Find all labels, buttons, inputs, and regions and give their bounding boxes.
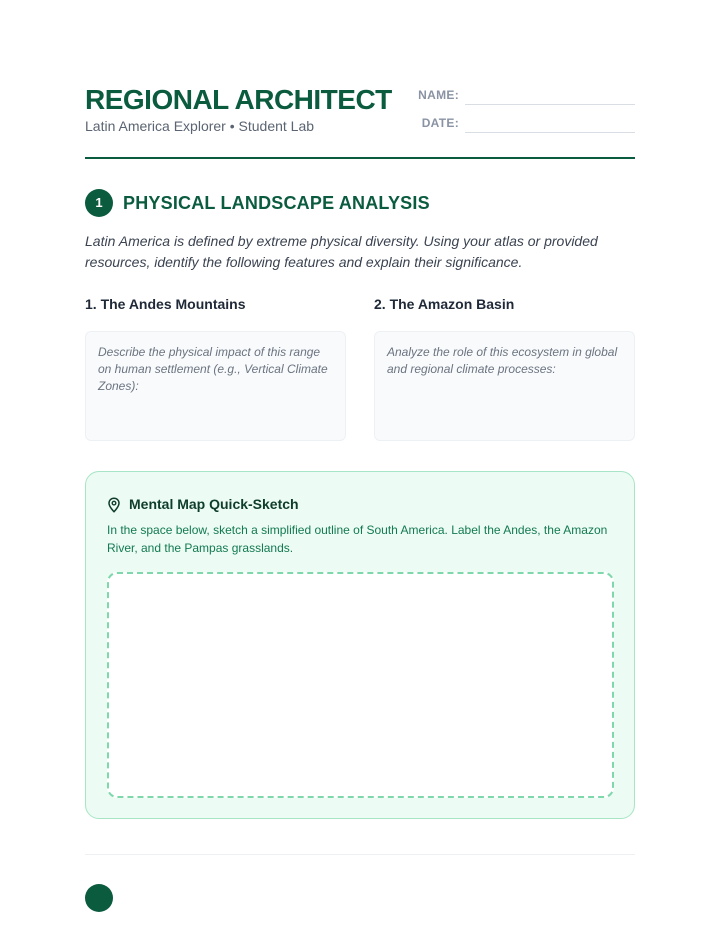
andes-title: 1. The Andes Mountains [85,296,246,312]
date-field [415,114,635,136]
section-intro: Latin America is defined by extreme physical diversity. Using your atlas or provided resources, identify the following features and explain their significance. [85,233,598,270]
date-label: DATE: [421,116,459,130]
section-title: PHYSICAL LANDSCAPE ANALYSIS [123,193,430,213]
worksheet-title: REGIONAL ARCHITECT [85,84,392,115]
section-number-badge: 1 [85,189,113,217]
name-input-line[interactable] [465,104,635,105]
sketch-area[interactable] [107,572,614,798]
map-pin-icon [107,497,121,513]
name-field [415,86,635,108]
section-heading [85,189,635,217]
amazon-column [374,296,635,441]
andes-column [85,296,346,441]
mental-map-title: Mental Map Quick-Sketch [129,496,299,512]
amazon-prompt: Analyze the role of this ecosystem in global and regional climate processes: [387,345,618,376]
mental-map-instructions: In the space below, sketch a simplified outline of South America. Label the Andes, the Amazon River, and the Pampas grasslands. [107,523,608,555]
andes-prompt: Describe the physical impact of this range on human settlement (e.g., Vertical Climate Zones): [98,345,328,393]
amazon-answer-box[interactable] [374,331,635,441]
mental-map-card [85,471,635,819]
name-label: NAME: [418,88,459,102]
mental-map-heading [107,495,507,515]
worksheet-header [85,84,635,160]
andes-answer-box[interactable] [85,331,346,441]
worksheet-page [85,0,635,932]
header-divider [85,157,635,159]
date-input-line[interactable] [465,132,635,133]
next-section-badge [85,884,113,912]
worksheet-subtitle: Latin America Explorer • Student Lab [85,118,315,134]
amazon-title: 2. The Amazon Basin [374,296,515,312]
section-divider [85,854,635,855]
